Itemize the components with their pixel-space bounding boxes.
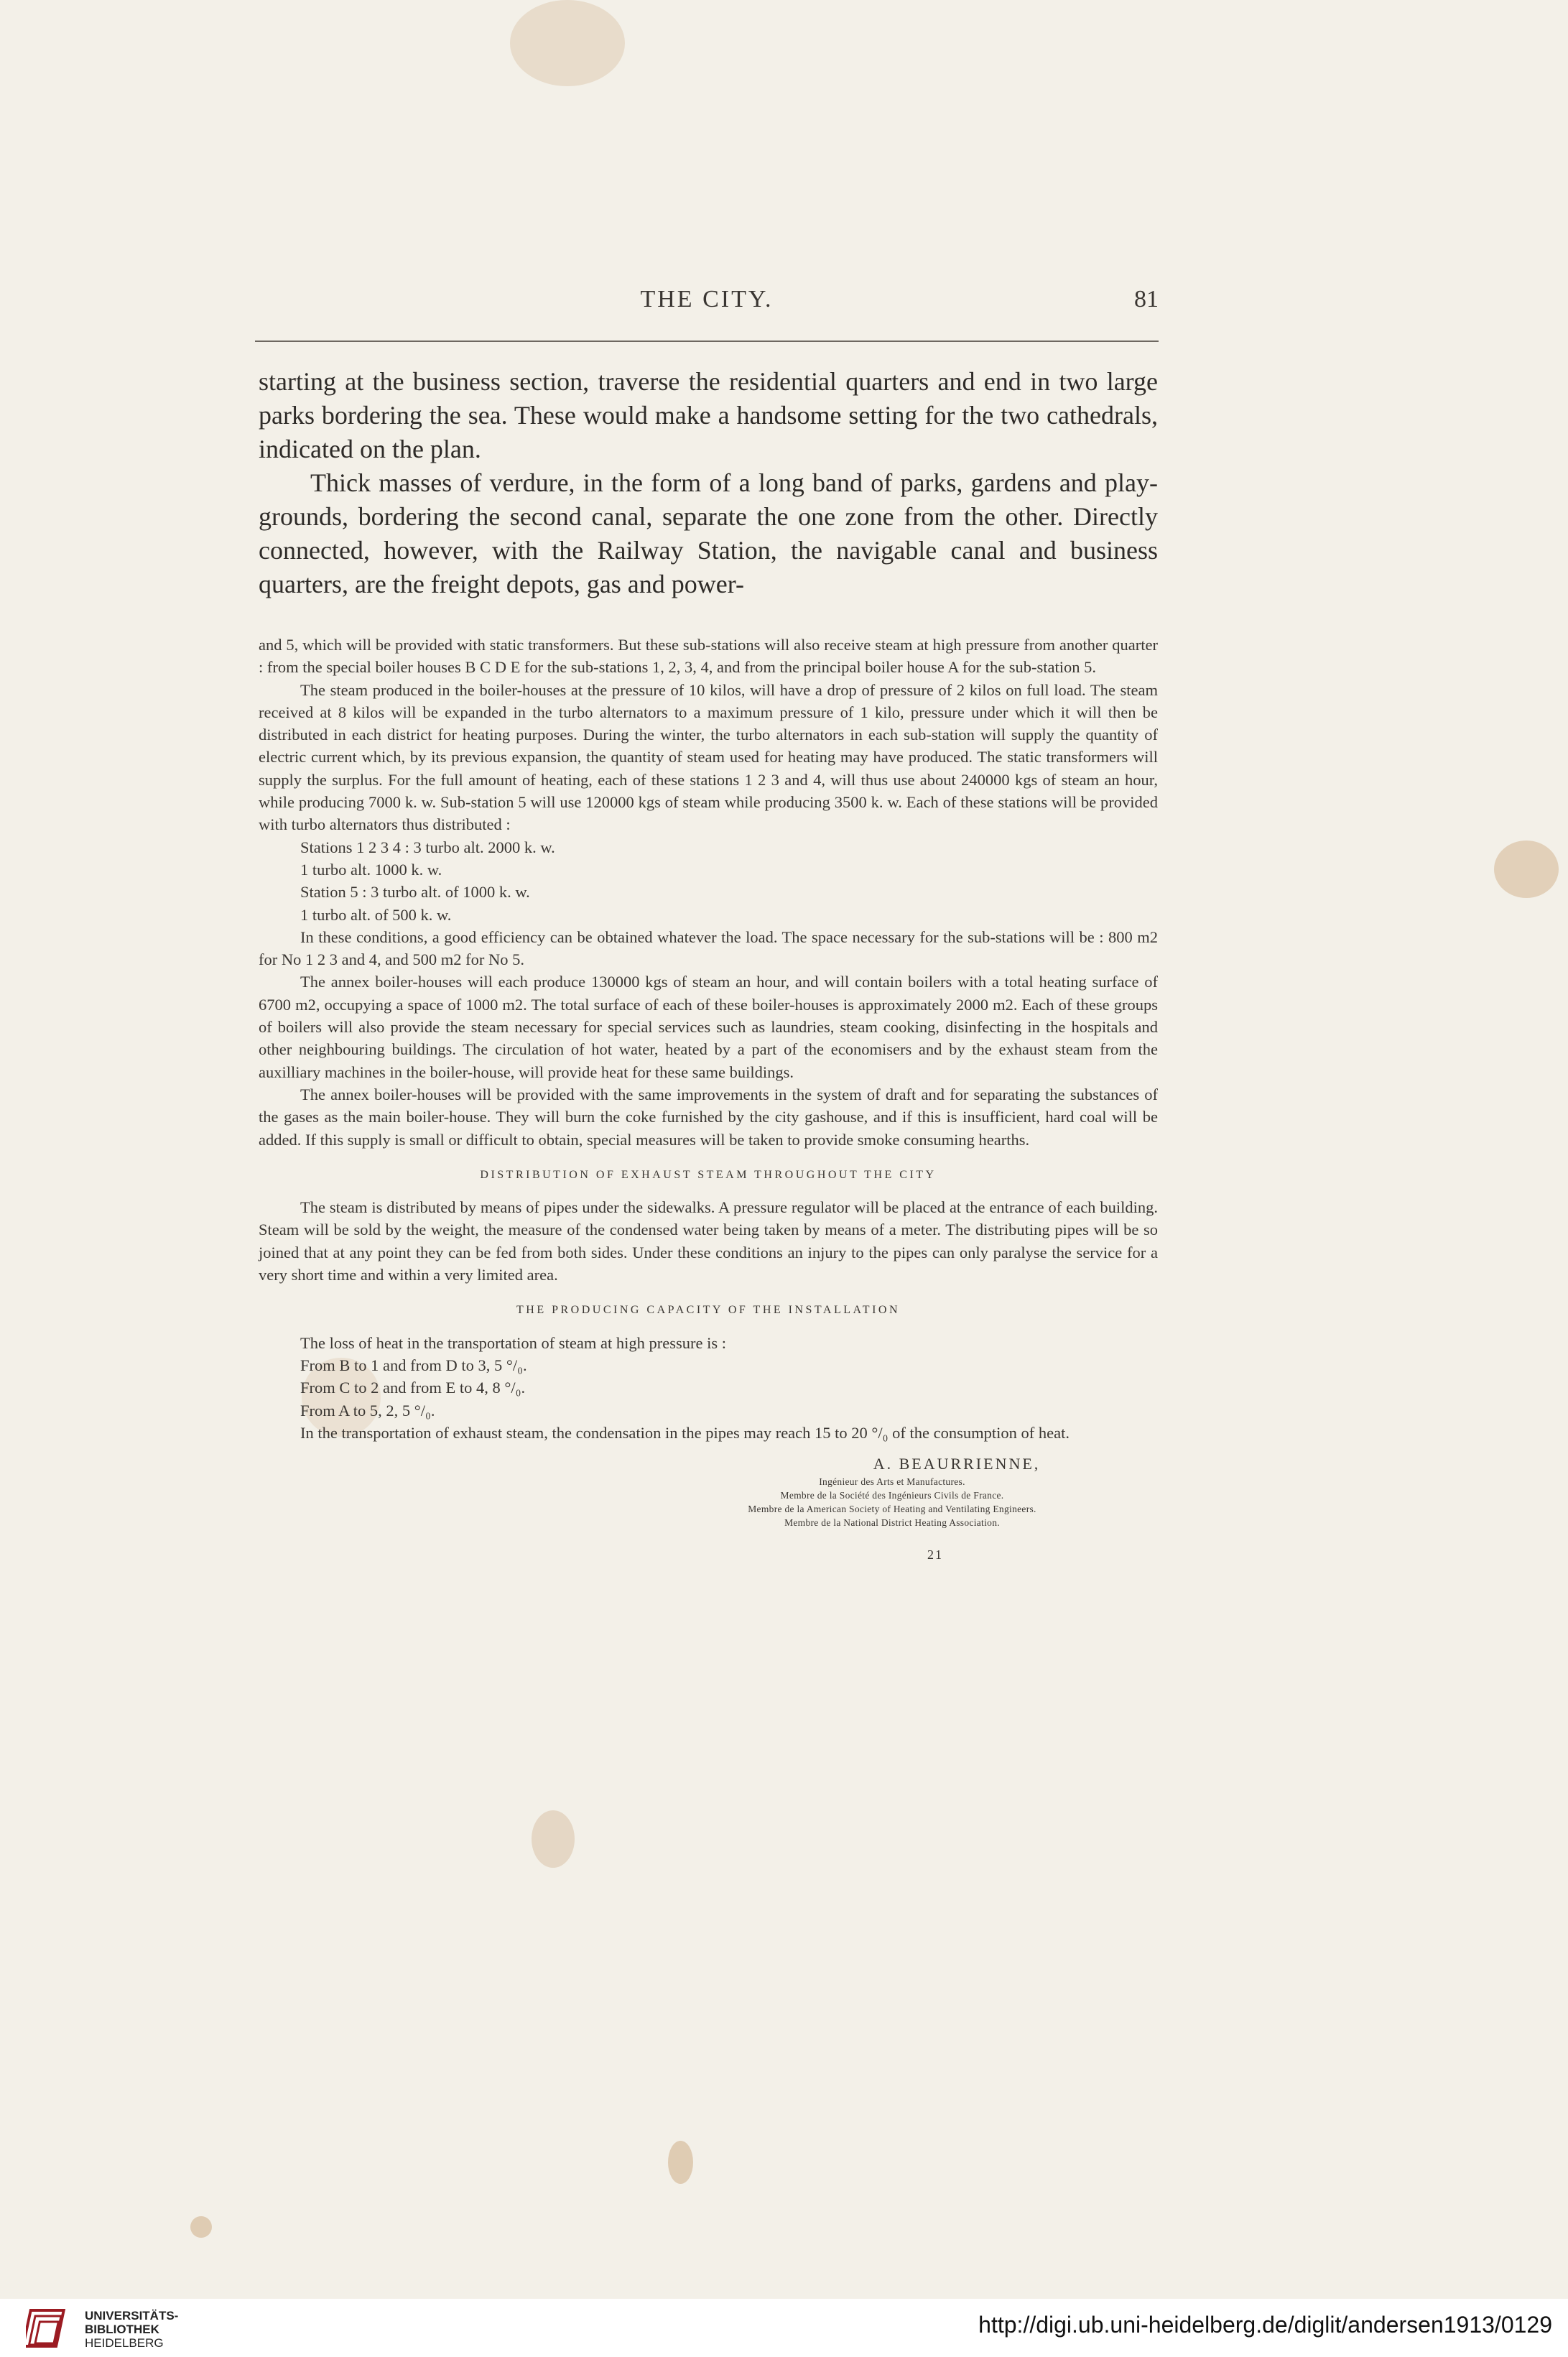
- foxing-stain: [190, 2216, 212, 2238]
- viewer-footer: [0, 2299, 1568, 2357]
- main-text-small: [259, 634, 1158, 1567]
- credential-line: Membre de la Société des Ingénieurs Civils de France.: [780, 1490, 1004, 1501]
- library-name: [85, 2309, 178, 2350]
- paragraph: The steam produced in the boiler-houses at the pressure of 10 kilos, will have a drop of pressure of 2 kilos on full load. The steam received at 8 kilos will be expanded in the turbo alternators to a maximum pressure of 1 kilo, pressure under which it will then be distributed in each district for heating purposes. During the winter, the turbo alternators in each sub-station will supply the quantity of electric current which, by its previous expansion, the quantity of steam used for heating may have produced. The static transformers will supply the surplus. For the full amount of heating, each of these stations 1 2 3 and 4, will thus use about 240000 kgs of steam an hour, while producing 7000 k. w. Sub-station 5 will use 120000 kgs of steam while producing 3500 k. w. Each of these stations will be provided with turbo alternators thus distributed :: [259, 680, 1158, 834]
- foxing-stain: [532, 1810, 575, 1868]
- foxing-stain: [1494, 841, 1559, 898]
- library-name-line: BIBLIOTHEK: [85, 2323, 159, 2336]
- paragraph: The annex boiler-houses will be provided with the same improvements in the system of draft and for separating the substances of the gases as the main boiler-house. They will burn the coke furnished by the city gashouse, and if this is insufficient, hard coal will be added. If this supply is small or difficult to obtain, special measures will be taken to provide smoke consuming hearths.: [259, 1085, 1158, 1149]
- station-list-item: Stations 1 2 3 4 : 3 turbo alt. 2000 k. w.: [300, 838, 555, 856]
- running-title: THE CITY.: [640, 286, 774, 312]
- permalink-url[interactable]: http://digi.ub.uni-heidelberg.de/diglit/andersen1913/0129: [978, 2312, 1552, 2338]
- loss-list-item: From B to 1 and from D to 3, 5 °/₀.: [300, 1356, 527, 1374]
- library-logo-icon[interactable]: [26, 2306, 72, 2351]
- loss-list-item: From C to 2 and from E to 4, 8 °/₀.: [300, 1379, 526, 1397]
- paragraph: The annex boiler-houses will each produce 130000 kgs of steam an hour, and will contain boilers with a total heating surface of 6700 m2, occupying a space of 1000 m2. The total surface of each of these boiler-houses is approximately 2000 m2. Each of these groups of boilers will also provide the steam necessary for special services such as laundries, steam cooking, disinfecting in the hospitals and other neighbouring buildings. The circulation of hot water, heated by a part of the economisers and by the exhaust steam from the auxilliary machines in the boiler-house, will provide heat for these same buildings.: [259, 973, 1158, 1081]
- section-heading: THE PRODUCING CAPACITY OF THE INSTALLATION: [516, 1304, 901, 1317]
- page-number: 81: [1134, 286, 1159, 312]
- author-credentials: [662, 1475, 1122, 1529]
- station-list-item: 1 turbo alt. of 500 k. w.: [300, 905, 452, 924]
- signature-mark: 21: [927, 1547, 943, 1562]
- main-text-large: [259, 365, 1158, 601]
- credential-line: Membre de la American Society of Heating and Ventilating Engineers.: [748, 1504, 1036, 1515]
- paragraph: starting at the business section, traverse the residential quarters and end in two large parks bordering the sea. These would make a handsome setting for the two cathedrals, indicated on the plan.: [259, 367, 1158, 463]
- credential-line: Membre de la National District Heating Association.: [784, 1517, 1000, 1529]
- paragraph: In the transportation of exhaust steam, the condensation in the pipes may reach 15 to 20 °/₀ of the consumption of heat.: [300, 1423, 1070, 1442]
- paragraph: In these conditions, a good efficiency can be obtained whatever the load. The space necessary for the sub-stations will be : 800 m2 for No 1 2 3 and 4, and 500 m2 for No 5.: [259, 927, 1158, 969]
- paragraph: The loss of heat in the transportation of steam at high pressure is :: [300, 1333, 726, 1352]
- credential-line: Ingénieur des Arts et Manufactures.: [819, 1476, 965, 1488]
- paragraph: The steam is distributed by means of pipes under the sidewalks. A pressure regulator will be placed at the entrance of each building. Steam will be sold by the weight, the measure of the condensed water being taken by means of a meter. The distributing pipes will be so joined that at any point they can be fed from both sides. Under these conditions an injury to the pipes can only paralyse the service for a very short time and within a very limited area.: [259, 1198, 1158, 1284]
- station-list-item: 1 turbo alt. 1000 k. w.: [300, 860, 442, 879]
- paragraph: and 5, which will be provided with static transformers. But these sub-stations will also receive steam at high pressure from another quarter : from the special boiler houses B C D E for the sub-stations 1, 2, 3, 4, and from the principal boiler house A for the sub-station 5.: [259, 636, 1158, 677]
- station-list-item: Station 5 : 3 turbo alt. of 1000 k. w.: [300, 883, 530, 902]
- foxing-stain: [668, 2141, 693, 2184]
- loss-list-item: From A to 5, 2, 5 °/₀.: [300, 1401, 435, 1420]
- page-header: [255, 286, 1159, 329]
- foxing-stain: [510, 0, 625, 86]
- section-heading: DISTRIBUTION OF EXHAUST STEAM THROUGHOUT THE CITY: [480, 1168, 937, 1181]
- header-rule: [255, 341, 1159, 342]
- library-name-line: HEIDELBERG: [85, 2336, 164, 2350]
- library-name-line: UNIVERSITÄTS-: [85, 2309, 179, 2323]
- author-name: A. BEAURRIENNE,: [873, 1455, 1041, 1473]
- paragraph: Thick masses of verdure, in the form of a long band of parks, gardens and play-grounds, bordering the second canal, separate the one zone from the other. Directly connected, however, with the Railway Station, the navigable canal and business quarters, are the freight depots, gas and power-: [259, 468, 1158, 598]
- signature-block: [259, 1453, 1158, 1567]
